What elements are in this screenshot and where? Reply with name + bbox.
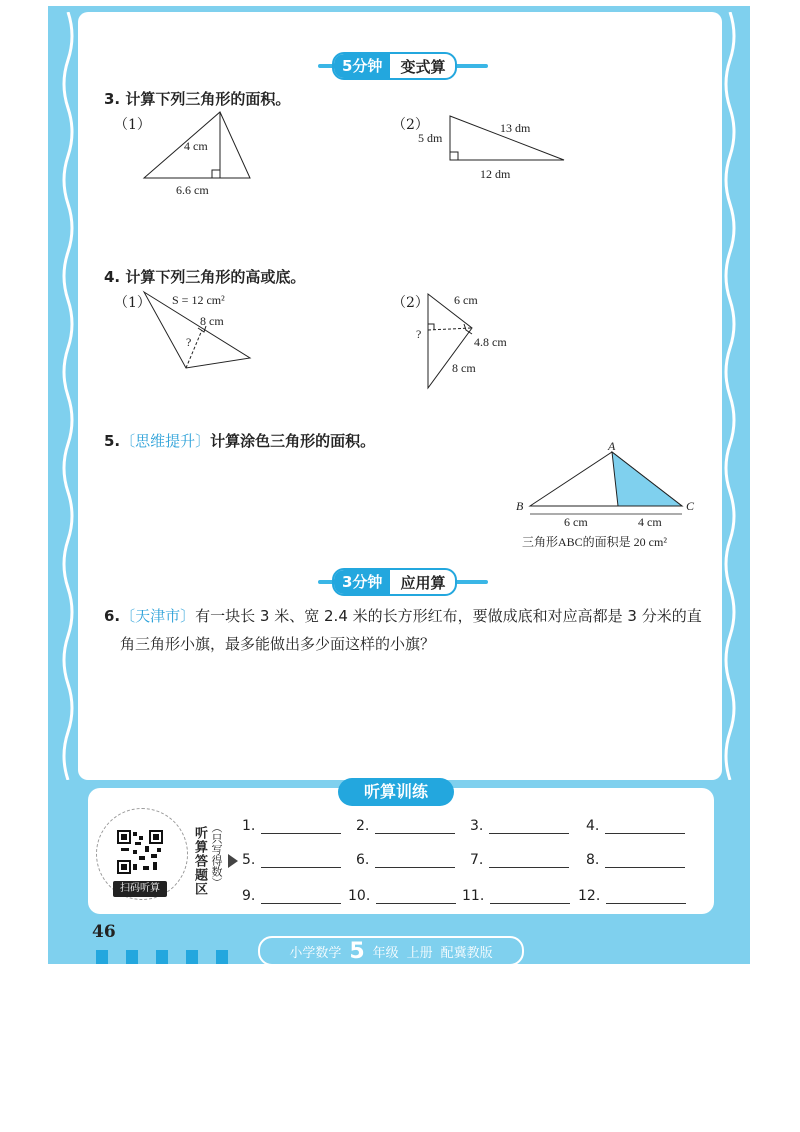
answer-10[interactable] (348, 888, 456, 904)
q4-p1-area: S = 12 cm² (172, 293, 225, 307)
q4-p2-unknown: ? (416, 327, 422, 341)
q3-part2-label: （2） (392, 117, 429, 133)
answer-blank[interactable] (489, 853, 569, 868)
q4-p1-side: 8 cm (200, 314, 224, 328)
q6-number: 6. (104, 607, 121, 625)
answer-blank[interactable] (605, 853, 685, 868)
listening-title: 听算训练 (338, 778, 454, 806)
scan-label: 扫码听算 (113, 881, 167, 897)
section-title-1: 变式算 (400, 57, 446, 76)
answer-blank[interactable] (375, 819, 455, 834)
answer-label: 6. (356, 852, 370, 868)
answer-8[interactable] (586, 852, 685, 868)
q4-part2-label: （2） (392, 295, 429, 311)
answer-zone-label: 听算答题区 (192, 826, 207, 896)
answer-blank[interactable] (489, 819, 569, 834)
answer-12[interactable] (578, 888, 686, 904)
question-6 (104, 602, 704, 658)
answer-7[interactable] (470, 852, 569, 868)
question-3: 3. 计算下列三角形的面积。 (104, 90, 291, 108)
answer-blank[interactable] (490, 889, 570, 904)
q3-p2-base: 12 dm (480, 167, 511, 181)
answer-zone-note: （只写得数） (210, 822, 223, 888)
footer-edition: 配冀教版 (440, 945, 493, 961)
q5-left-length: 6 cm (564, 515, 588, 529)
q3-p2-side: 5 dm (418, 131, 443, 145)
q4-p2-height: 4.8 cm (474, 335, 507, 349)
q3-part1-label: （1） (114, 117, 151, 133)
q4-p2-top: 6 cm (454, 293, 478, 307)
answer-3[interactable] (470, 818, 569, 834)
q5-tag: 〔思维提升〕 (120, 432, 211, 450)
q4-triangle-1 (138, 288, 258, 372)
footer-book-info (258, 936, 524, 966)
answer-label: 10. (348, 888, 371, 904)
answer-label: 3. (470, 818, 484, 834)
q3-p1-base: 6.6 cm (176, 183, 209, 197)
answer-label: 1. (242, 818, 256, 834)
answer-1[interactable] (242, 818, 341, 834)
q3-triangle-2 (416, 112, 576, 184)
answer-blank[interactable] (261, 889, 341, 904)
section-pill-2 (332, 568, 457, 596)
q5-point-c: C (686, 499, 695, 513)
footer-grade-unit: 年级 (372, 945, 399, 961)
q5-figure (512, 440, 702, 552)
q5-point-a: A (608, 440, 616, 453)
section-time-1: 5分钟 (334, 54, 390, 78)
answer-2[interactable] (356, 818, 455, 834)
section-header-2 (318, 570, 488, 594)
answer-11[interactable] (462, 888, 570, 904)
answer-blank[interactable] (606, 889, 686, 904)
answer-label: 8. (586, 852, 600, 868)
answer-5[interactable] (242, 852, 341, 868)
q6-line1: 有一块长 3 米、宽 2.4 米的长方形红布，要做成底和对应高都是 3 分米的直 (195, 607, 702, 625)
q4-triangle-2 (410, 290, 520, 390)
answer-blank[interactable] (605, 819, 685, 834)
answer-label: 9. (242, 888, 256, 904)
answer-label: 2. (356, 818, 370, 834)
footer-term: 上册 (406, 945, 433, 961)
answer-label: 5. (242, 852, 256, 868)
q6-tag: 〔天津市〕 (120, 607, 196, 625)
right-wave-border (722, 12, 738, 780)
answer-label: 7. (470, 852, 484, 868)
answer-label: 11. (462, 888, 485, 904)
section-header-1 (318, 54, 488, 78)
answer-blank[interactable] (261, 819, 341, 834)
arrow-right-icon (228, 854, 238, 868)
section-pill-1 (332, 52, 457, 80)
q4-p1-unknown: ? (186, 335, 192, 349)
left-wave-border (60, 12, 76, 780)
question-5 (104, 430, 375, 451)
question-4: 4. 计算下列三角形的高或底。 (104, 268, 306, 286)
q3-p2-hyp: 13 dm (500, 121, 531, 135)
q5-point-b: B (516, 499, 524, 513)
answer-blank[interactable] (375, 853, 455, 868)
q5-text: 计算涂色三角形的面积。 (210, 432, 376, 450)
answer-blank[interactable] (376, 889, 456, 904)
answer-label: 12. (578, 888, 601, 904)
q5-caption: 三角形ABC的面积是 20 cm² (522, 535, 667, 549)
q5-number: 5. (104, 432, 121, 450)
section-time-2: 3分钟 (334, 570, 390, 594)
q3-p1-height: 4 cm (184, 139, 208, 153)
q5-right-length: 4 cm (638, 515, 662, 529)
section-title-2: 应用算 (400, 573, 446, 592)
q6-line2: 角三角形小旗，最多能做出多少面这样的小旗？ (120, 635, 436, 653)
answer-blank[interactable] (261, 853, 341, 868)
answer-4[interactable] (586, 818, 685, 834)
footer-stripes (96, 950, 228, 964)
qr-code-icon[interactable] (117, 830, 163, 874)
q4-part1-label: （1） (114, 295, 151, 311)
footer-subject: 小学数学 (289, 945, 342, 961)
answer-6[interactable] (356, 852, 455, 868)
answer-label: 4. (586, 818, 600, 834)
answer-9[interactable] (242, 888, 341, 904)
footer-grade: 5 (349, 938, 365, 964)
q4-p2-bottom: 8 cm (452, 361, 476, 375)
page-number: 46 (92, 922, 116, 942)
q3-triangle-1 (140, 110, 260, 200)
